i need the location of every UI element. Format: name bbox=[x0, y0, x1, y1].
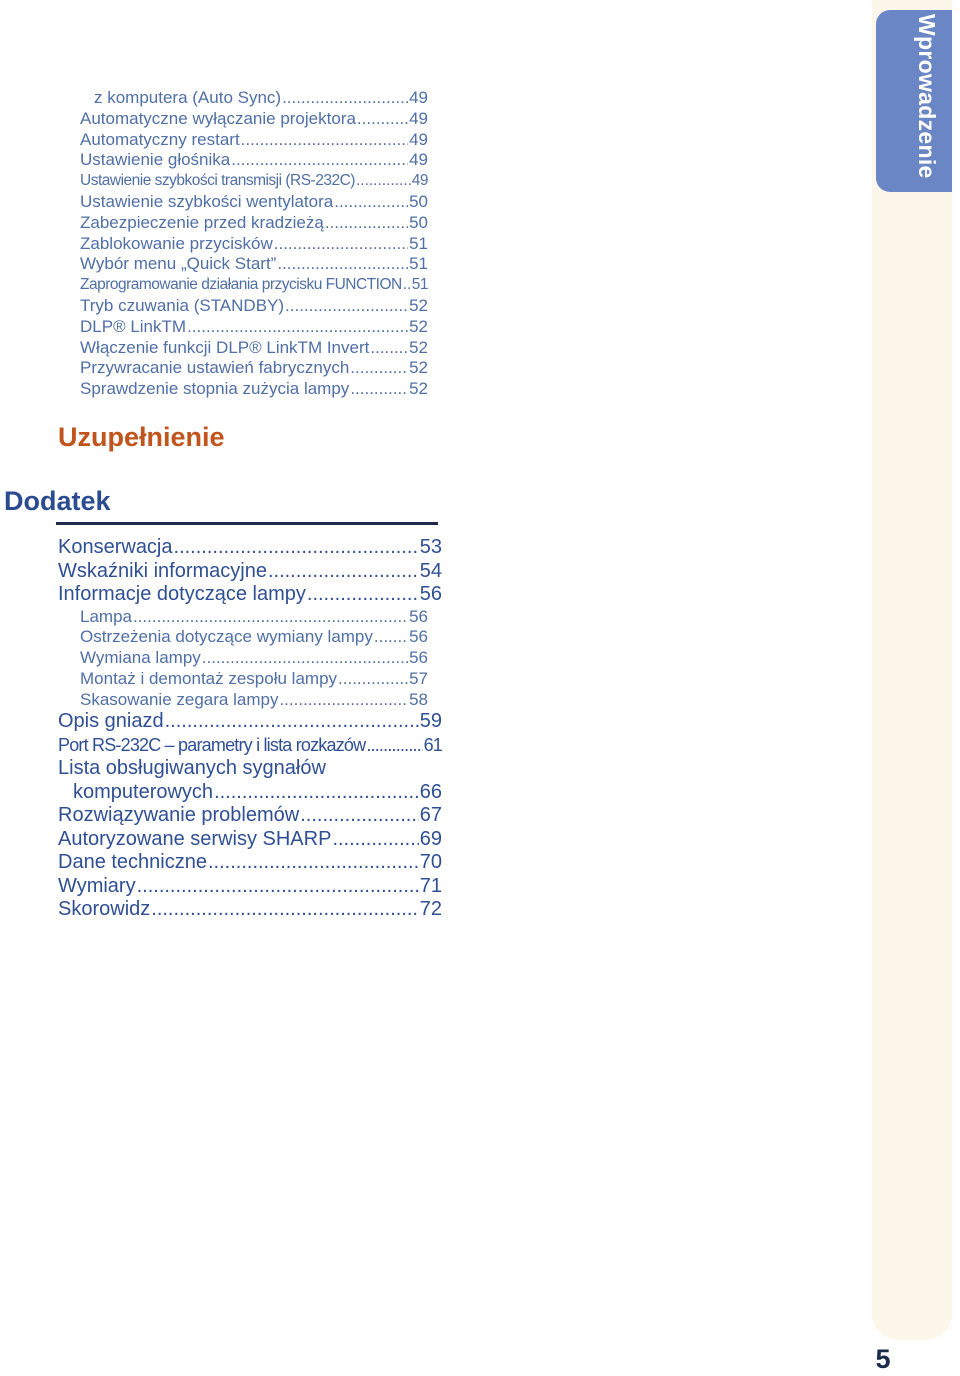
toc-entry-label: Port RS-232C – parametry i lista rozkazów bbox=[58, 734, 366, 755]
toc-entry-page: 52 bbox=[409, 337, 428, 357]
toc-entry[interactable] bbox=[58, 583, 442, 607]
toc-entry-label: Ostrzeżenia dotyczące wymiany lampy bbox=[80, 627, 373, 647]
toc-entry-label: Ustawienie głośnika bbox=[80, 150, 231, 170]
toc-entry-label: DLP® LinkTM bbox=[80, 316, 187, 336]
toc-entry-page: 66 bbox=[419, 780, 442, 803]
page-number: 5 bbox=[875, 1344, 891, 1374]
toc-entry[interactable] bbox=[80, 648, 428, 669]
toc-entry[interactable] bbox=[58, 781, 442, 805]
section-divider bbox=[56, 522, 438, 525]
toc-entry-page: 72 bbox=[419, 898, 442, 921]
toc-entry-page: 56 bbox=[409, 627, 428, 647]
toc-entry[interactable] bbox=[58, 536, 442, 560]
toc-leader bbox=[208, 851, 419, 875]
toc-entry-label: Wybór menu „Quick Start” bbox=[80, 254, 277, 274]
toc-entry-page: 54 bbox=[419, 559, 442, 582]
toc-entry[interactable] bbox=[80, 358, 428, 379]
toc-entry-label: z komputera (Auto Sync) bbox=[94, 88, 282, 107]
toc-entry-page: 49 bbox=[411, 172, 428, 190]
toc-entry-label: Autoryzowane serwisy SHARP bbox=[58, 827, 332, 850]
toc-entry-label: Opis gniazd bbox=[58, 710, 164, 733]
toc-main-list bbox=[58, 536, 442, 922]
toc-entry-label: Ustawienie szybkości transmisji (RS-232C) bbox=[80, 172, 355, 190]
toc-entry-label: Lampa bbox=[80, 606, 132, 626]
toc-entry-page: 67 bbox=[419, 804, 442, 827]
toc-entry[interactable] bbox=[58, 875, 442, 899]
toc-entry-label: Automatyczne wyłączanie projektora bbox=[80, 108, 356, 128]
toc-leader bbox=[350, 358, 408, 379]
toc-entry-label: Tryb czuwania (STANDBY) bbox=[80, 295, 285, 315]
toc-entry-page: 57 bbox=[409, 668, 428, 688]
toc-leader bbox=[338, 669, 408, 690]
toc-entry-page: 52 bbox=[409, 358, 428, 378]
toc-entry[interactable] bbox=[80, 275, 428, 296]
toc-leader bbox=[332, 828, 418, 852]
toc-entry[interactable] bbox=[80, 130, 428, 151]
toc-leader bbox=[334, 192, 408, 213]
toc-leader bbox=[370, 338, 408, 359]
toc-entry-page: 51 bbox=[409, 233, 428, 253]
toc-leader bbox=[277, 254, 408, 275]
toc-entry[interactable] bbox=[58, 898, 442, 922]
toc-entry-label: Konserwacja bbox=[58, 536, 173, 558]
section-tab-label: Wprowadzenie bbox=[914, 14, 940, 179]
toc-entry-label: Skorowidz bbox=[58, 898, 151, 921]
toc-entry[interactable] bbox=[80, 627, 428, 648]
toc-lamp-sub-list bbox=[58, 607, 428, 711]
toc-leader bbox=[274, 234, 408, 255]
toc-sub-list bbox=[80, 88, 428, 400]
toc-leader bbox=[187, 317, 408, 338]
toc-entry[interactable] bbox=[58, 804, 442, 828]
toc-entry[interactable] bbox=[80, 109, 428, 130]
toc-entry-page: 49 bbox=[409, 108, 428, 128]
toc-leader bbox=[300, 804, 419, 828]
toc-entry[interactable] bbox=[80, 213, 428, 234]
toc-leader bbox=[279, 690, 408, 711]
toc-entry[interactable] bbox=[80, 669, 428, 690]
toc-entry[interactable] bbox=[80, 317, 428, 338]
toc-entry-label: Wymiary bbox=[58, 874, 136, 897]
toc-entry-page: 70 bbox=[419, 851, 442, 874]
toc-entry-label: Skasowanie zegara lampy bbox=[80, 689, 279, 709]
toc-entry[interactable] bbox=[80, 150, 428, 171]
toc-leader bbox=[231, 150, 408, 171]
toc-leader bbox=[165, 710, 419, 734]
toc-entry-page: 49 bbox=[409, 88, 428, 107]
toc-entry-page: 50 bbox=[409, 212, 428, 232]
toc-leader bbox=[214, 781, 419, 805]
toc-leader bbox=[403, 275, 411, 296]
toc-leader bbox=[357, 109, 408, 130]
toc-entry-label: Zablokowanie przycisków bbox=[80, 233, 273, 253]
toc-entry-page: 56 bbox=[409, 606, 428, 626]
toc-entry[interactable] bbox=[80, 607, 428, 628]
toc-entry-label: Automatyczny restart bbox=[80, 129, 240, 149]
toc-entry-page: 71 bbox=[419, 874, 442, 897]
toc-entry[interactable] bbox=[58, 851, 442, 875]
toc-leader bbox=[325, 213, 408, 234]
toc-entry-label: komputerowych bbox=[73, 780, 214, 803]
toc-leader bbox=[285, 296, 408, 317]
toc-entry-label: Dane techniczne bbox=[58, 851, 207, 874]
toc-entry-label: Wymiana lampy bbox=[80, 648, 201, 668]
toc-entry-page: 56 bbox=[419, 583, 442, 605]
toc-leader bbox=[174, 536, 419, 560]
toc-leader bbox=[268, 560, 419, 584]
toc-entry[interactable] bbox=[80, 379, 428, 400]
toc-entry[interactable] bbox=[58, 710, 442, 734]
toc-entry[interactable] bbox=[58, 560, 442, 584]
toc-entry-page: 59 bbox=[419, 710, 442, 733]
toc-entry-label: Montaż i demontaż zespołu lampy bbox=[80, 668, 338, 688]
toc-leader bbox=[282, 88, 408, 109]
toc-entry-page: 50 bbox=[409, 191, 428, 211]
toc-leader bbox=[137, 875, 419, 899]
toc-entry-page: 69 bbox=[419, 827, 442, 850]
toc-entry-label: Zaprogramowanie działania przycisku FUNCTION bbox=[80, 276, 402, 294]
toc-entry-label: Lista obsługiwanych sygnałów bbox=[58, 757, 326, 780]
toc-entry[interactable] bbox=[58, 828, 442, 852]
toc-entry-page: 52 bbox=[409, 316, 428, 336]
toc-entry[interactable] bbox=[80, 296, 428, 317]
toc-leader bbox=[241, 130, 408, 151]
toc-entry[interactable] bbox=[80, 338, 428, 359]
toc-entry-page: 49 bbox=[409, 129, 428, 149]
toc-entry-page: 56 bbox=[409, 648, 428, 668]
side-column bbox=[872, 0, 952, 1340]
toc-entry-label: Ustawienie szybkości wentylatora bbox=[80, 191, 334, 211]
toc-entry-page: 61 bbox=[423, 734, 442, 755]
toc-entry-page: 49 bbox=[409, 150, 428, 170]
toc-leader bbox=[151, 898, 418, 922]
toc-entry[interactable] bbox=[80, 88, 428, 109]
section-heading-uzupelnienie: Uzupełnienie bbox=[58, 422, 225, 452]
toc-entry-page: 51 bbox=[409, 254, 428, 274]
toc-entry-label: Włączenie funkcji DLP® LinkTM Invert bbox=[80, 337, 370, 357]
toc-leader bbox=[374, 627, 408, 648]
toc-leader bbox=[350, 379, 408, 400]
toc-entry-page: 52 bbox=[409, 379, 428, 399]
toc-entry[interactable] bbox=[80, 690, 428, 711]
toc-leader bbox=[307, 583, 419, 607]
toc-entry-page: 52 bbox=[409, 295, 428, 315]
toc-leader bbox=[202, 648, 408, 669]
toc-leader bbox=[356, 171, 411, 192]
toc-entry-page: 53 bbox=[419, 536, 442, 558]
toc-entry-page: 58 bbox=[409, 689, 428, 709]
toc-entry[interactable] bbox=[58, 757, 442, 781]
toc-entry-label: Rozwiązywanie problemów bbox=[58, 804, 300, 827]
toc-entry[interactable] bbox=[80, 254, 428, 275]
toc-entry-page: 51 bbox=[411, 276, 428, 294]
toc-entry-label: Sprawdzenie stopnia zużycia lampy bbox=[80, 379, 350, 399]
toc-entry[interactable] bbox=[80, 171, 428, 192]
toc-entry[interactable] bbox=[80, 192, 428, 213]
toc-entry-label: Informacje dotyczące lampy bbox=[58, 583, 306, 605]
toc-entry-label: Zabezpieczenie przed kradzieżą bbox=[80, 212, 324, 232]
toc-leader bbox=[366, 734, 422, 758]
toc-leader bbox=[133, 607, 408, 628]
toc-entry-label: Przywracanie ustawień fabrycznych bbox=[80, 358, 350, 378]
toc-entry-label: Wskaźniki informacyjne bbox=[58, 559, 267, 582]
section-heading-dodatek: Dodatek bbox=[4, 486, 111, 516]
toc-entry[interactable] bbox=[80, 234, 428, 255]
toc-entry[interactable] bbox=[58, 734, 442, 758]
